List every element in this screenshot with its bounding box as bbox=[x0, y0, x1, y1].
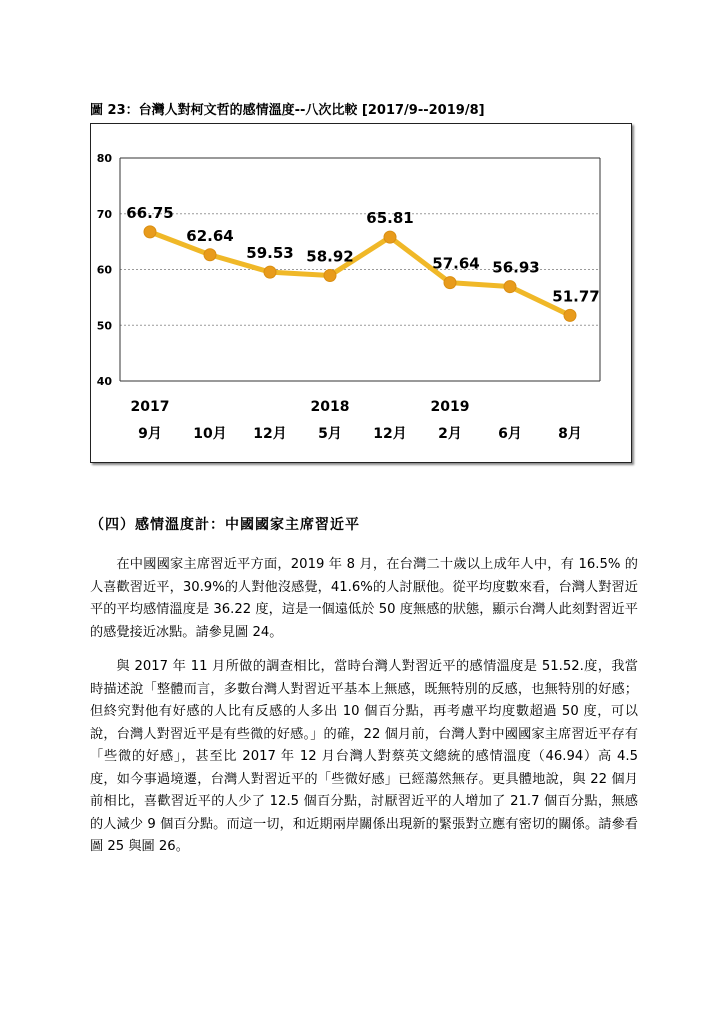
y-tick-label: 60 bbox=[96, 263, 112, 277]
data-point bbox=[324, 270, 336, 282]
x-tick-label: 2月 bbox=[438, 426, 462, 442]
y-tick-label: 40 bbox=[96, 375, 112, 388]
data-label: 56.93 bbox=[492, 258, 540, 277]
y-tick-label: 80 bbox=[96, 152, 112, 165]
x-tick-label: 6月 bbox=[498, 426, 522, 442]
data-point bbox=[504, 281, 516, 293]
figure-title: 圖 23：台灣人對柯文哲的感情溫度--八次比較 [2017/9--2019/8] bbox=[90, 103, 485, 118]
line-chart bbox=[90, 123, 632, 463]
data-point bbox=[264, 266, 276, 278]
y-tick-label: 50 bbox=[96, 319, 112, 333]
data-label: 66.75 bbox=[126, 203, 174, 222]
x-tick-label: 10月 bbox=[193, 426, 227, 442]
x-tick-label: 5月 bbox=[318, 426, 342, 442]
data-label: 65.81 bbox=[366, 209, 414, 228]
x-tick-label: 12月 bbox=[373, 426, 407, 442]
x-tick-label: 8月 bbox=[558, 426, 582, 442]
x-tick-label: 12月 bbox=[253, 426, 287, 442]
data-label: 59.53 bbox=[246, 244, 294, 263]
data-label: 62.64 bbox=[186, 226, 234, 245]
data-point bbox=[144, 226, 156, 238]
data-label: 51.77 bbox=[552, 287, 600, 306]
data-point bbox=[204, 249, 216, 261]
x-tick-label: 9月 bbox=[138, 426, 162, 442]
x-year-label: 2018 bbox=[310, 399, 350, 415]
data-label: 58.92 bbox=[306, 247, 354, 266]
data-point bbox=[564, 309, 576, 321]
paragraph-1: 在中國國家主席習近平方面，2019 年 8 月，在台灣二十歲以上成年人中，有 16.5% 的人喜歡習近平，30.9%的人對他沒感覺，41.6%的人討厭他。從平均度數來看，台灣人對習近平的平均感情溫度是 36.22 度，這是一個遠低於 50 度無感的狀態，顯示台灣人此刻對習近平的感覺接近冰點。請參見圖 24。 bbox=[90, 557, 638, 640]
x-year-label: 2019 bbox=[430, 399, 470, 415]
data-label: 57.64 bbox=[432, 254, 480, 273]
y-tick-label: 70 bbox=[96, 207, 112, 221]
data-point bbox=[444, 277, 456, 289]
paragraph-2: 與 2017 年 11 月所做的調查相比，當時台灣人對習近平的感情溫度是 51.52.度，我當時描述說「整體而言，多數台灣人對習近平基本上無感，既無特別的反感，也無特別的好感；但終究對他有好感的人比有反感的人多出 10 個百分點，再考慮平均度數超過 50 度，可以說，台灣人對習近平是有些微的好感。」的確，22 個月前，台灣人對中國國家主席習近平存有「些微的好感」，甚至比 2017 年 12 月台灣人對蔡英文總統的感情溫度（46.94）高 4.5 度，如今事過境遷，台灣人對習近平的「些微好感」已經蕩然無存。更具體地說，與 22 個月前相比，喜歡習近平的人少了 12.5 個百分點，討厭習近平的人增加了 21.7 個百分點，無感的人減少 9 個百分點。而這一切，和近期兩岸關係出現新的緊張對立應有密切的關係。請參看圖 25 與圖 26。 bbox=[90, 659, 638, 854]
x-year-label: 2017 bbox=[130, 399, 170, 415]
data-point bbox=[384, 231, 396, 243]
section-heading: （四）感情溫度計：中國國家主席習近平 bbox=[90, 517, 360, 533]
